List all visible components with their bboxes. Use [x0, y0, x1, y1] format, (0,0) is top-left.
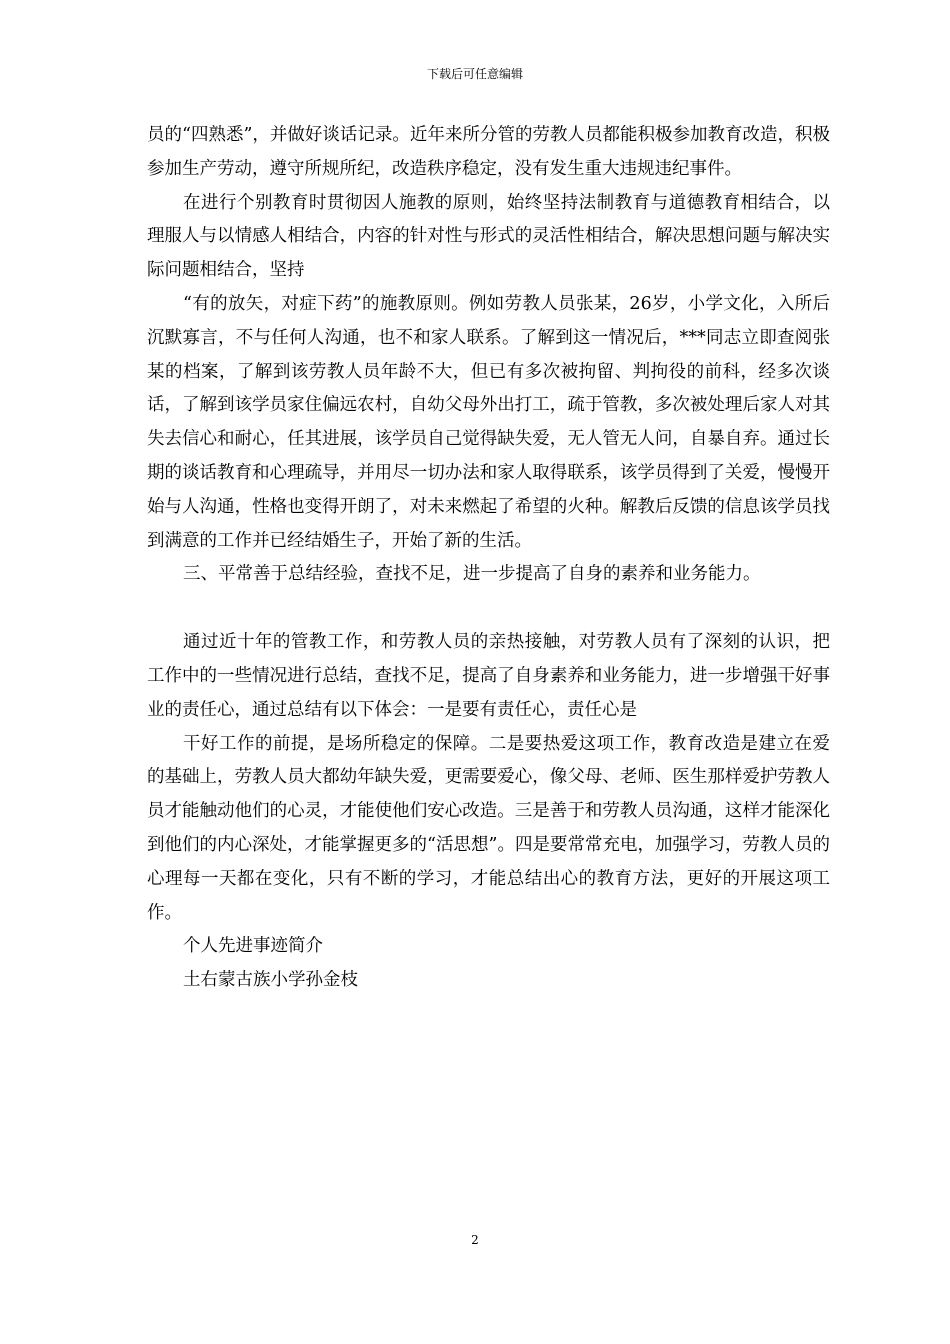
document-body — [147, 119, 830, 998]
paragraph-1: 员的“四熟悉”，并做好谈话记录。近年来所分管的劳教人员都能积极参加教育改造，积极参加生产劳动，遵守所规所纪，改造秩序稳定，没有发生重大违规违纪事件。 — [147, 125, 830, 179]
author-line: 土右蒙古族小学孙金枝 — [183, 970, 358, 991]
paragraph-5: 干好工作的前提，是场所稳定的保障。二是要热爱这项工作，教育改造是建立在爱的基础上，劳教人员大都幼年缺失爱，更需要爱心，像父母、老师、医生那样爱护劳教人员才能触动他们的心灵，才能使他们安心改造。三是善于和劳教人员沟通，这样才能深化到他们的内心深处，才能掌握更多的“活思想”。四是要常常充电，加强学习，劳教人员的心理每一天都在变化，只有不断的学习，才能总结出心的教育方法，更好的开展这项工作。 — [147, 733, 830, 923]
section-heading-3: 三、平常善于总结经验，查找不足，进一步提高了自身的素养和业务能力。 — [183, 564, 761, 585]
paragraph-2: 在进行个别教育时贯彻因人施教的原则，始终坚持法制教育与道德教育相结合，以理服人与以情感人相结合，内容的针对性与形式的灵活性相结合，解决思想问题与解决实际问题相结合，坚持 — [147, 192, 830, 281]
paragraph-4: 通过近十年的管教工作，和劳教人员的亲热接触，对劳教人员有了深刻的认识，把工作中的一些情况进行总结，查找不足，提高了自身素养和业务能力，进一步增强干好事业的责任心，通过总结有以下体会：一是要有责任心，责任心是 — [147, 632, 830, 720]
paragraph-3: “有的放矢，对症下药”的施教原则。例如劳教人员张某，26岁，小学文化，入所后沉默寡言，不与任何人沟通，也不和家人联系。了解到这一情况后，***同志立即查阅张某的档案，了解到该劳教人员年龄不大，但已有多次被拘留、判拘役的前科，经多次谈话，了解到该学员家住偏远农村，自幼父母外出打工，疏于管教，多次被处理后家人对其失去信心和耐心，任其进展，该学员自己觉得缺失爱，无人管无人问，自暴自弃。通过长期的谈话教育和心理疏导，并用尽一切办法和家人取得联系，该学员得到了关爱，慢慢开始与人沟通，性格也变得开朗了，对未来燃起了希望的火种。解教后反馈的信息该学员找到满意的工作并已经结婚生子，开始了新的生活。 — [147, 293, 830, 551]
page-header: 下载后可任意编辑 — [426, 67, 523, 81]
article-title: 个人先进事迹简介 — [183, 936, 323, 957]
page-number: 2 — [471, 1233, 479, 1247]
